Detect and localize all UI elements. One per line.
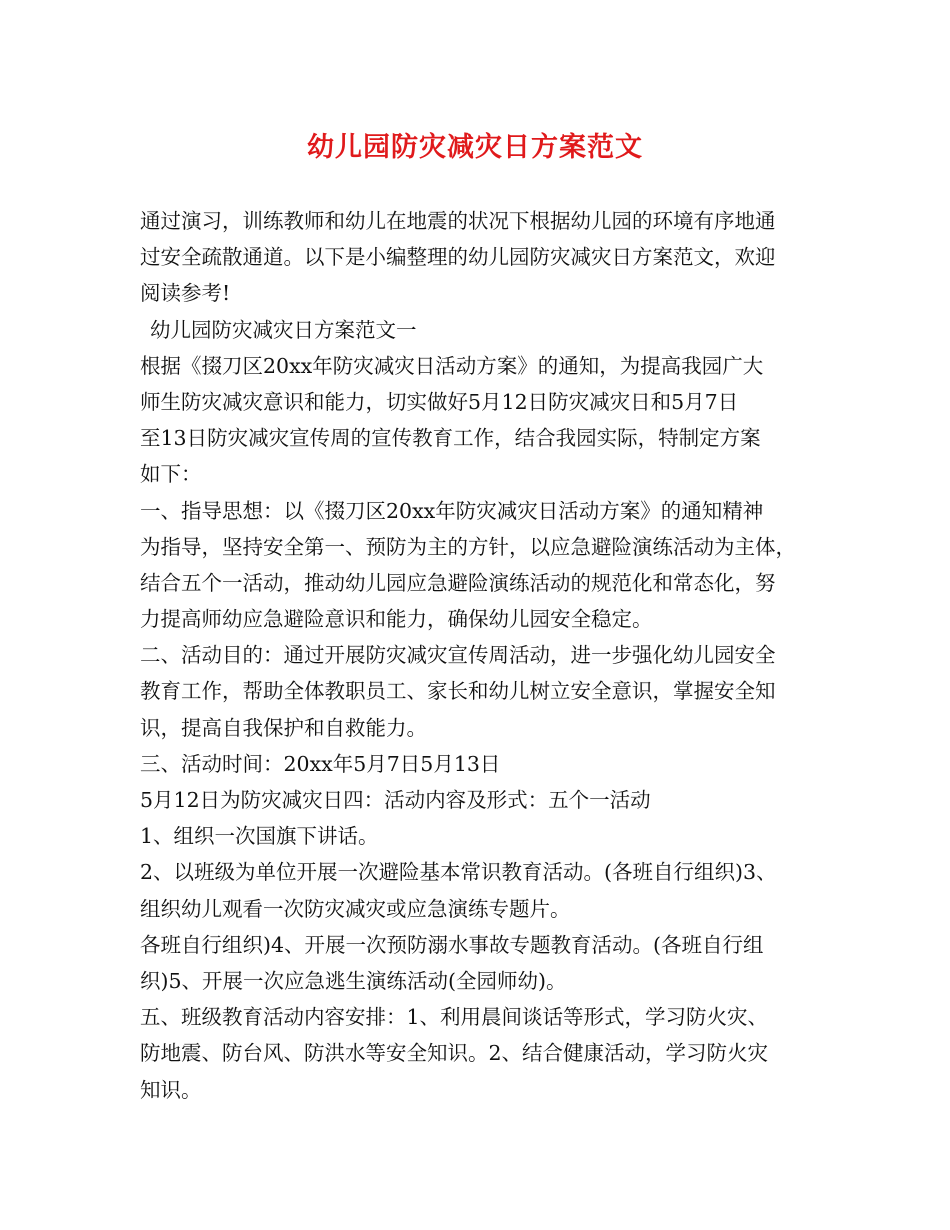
body-line: 阅读参考!	[140, 281, 231, 306]
body-line: 一、指导思想：以《掇刀区20xx年防灾减灾日活动方案》的通知精神	[140, 498, 764, 523]
body-line: 三、活动时间：20xx年5月7日5月13日	[140, 751, 501, 776]
body-line: 力提高师幼应急避险意识和能力，确保幼儿园安全稳定。	[140, 607, 653, 632]
body-line: 通过演习，训练教师和幼儿在地震的状况下根据幼儿园的环境有序地通	[140, 209, 776, 233]
body-line: 知识。	[140, 1077, 202, 1102]
body-line: 如下：	[140, 462, 202, 487]
body-line: 根据《掇刀区20xx年防灾减灾日活动方案》的通知，为提高我园广大	[140, 353, 764, 378]
body-line: 为指导，坚持安全第一、预防为主的方针，以应急避险演练活动为主体，	[140, 534, 796, 559]
body-line: 2、以班级为单位开展一次避险基本常识教育活动。(各班自行组织)3、	[140, 860, 777, 885]
body-line: 结合五个一活动，推动幼儿园应急避险演练活动的规范化和常态化，努	[140, 570, 776, 595]
document-body	[140, 203, 816, 1108]
body-line: 组织幼儿观看一次防灾减灾或应急演练专题片。	[140, 896, 571, 921]
body-line: 识，提高自我保护和自救能力。	[140, 715, 427, 740]
body-line: 过安全疏散通道。以下是小编整理的幼儿园防灾减灾日方案范文，欢迎	[140, 245, 776, 270]
body-line: 教育工作，帮助全体教职员工、家长和幼儿树立安全意识，掌握安全知	[140, 679, 776, 704]
body-line: 5月12日为防灾减灾日四：活动内容及形式：五个一活动	[140, 788, 651, 812]
body-line: 各班自行组织)4、开展一次预防溺水事故专题教育活动。(各班自行组	[140, 932, 764, 957]
body-line: 1、组织一次国旗下讲话。	[140, 824, 379, 849]
body-line: 至13日防灾减灾宣传周的宣传教育工作，结合我园实际，特制定方案	[140, 426, 761, 451]
section-heading: 幼儿园防灾减灾日方案范文一	[150, 317, 417, 342]
body-line: 五、班级教育活动内容安排：1、利用晨间谈话等形式，学习防火灾、	[140, 1005, 769, 1030]
body-line: 防地震、防台风、防洪水等安全知识。2、结合健康活动，学习防火灾	[140, 1041, 769, 1066]
page-title: 幼儿园防灾减灾日方案范文	[307, 132, 643, 163]
body-line: 师生防灾减灾意识和能力，切实做好5月12日防灾减灾日和5月7日	[140, 389, 739, 414]
body-line: 织)5、开展一次应急逃生演练活动(全园师幼)。	[140, 968, 567, 993]
body-line: 二、活动目的：通过开展防灾减灾宣传周活动，进一步强化幼儿园安全	[140, 643, 776, 668]
